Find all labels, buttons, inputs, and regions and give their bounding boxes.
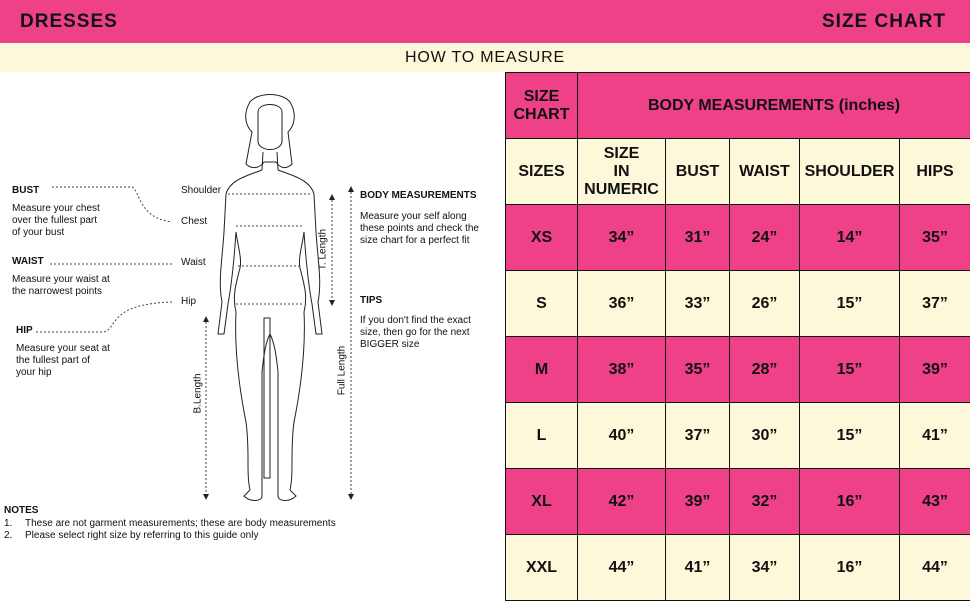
hips-cell: 35”	[900, 205, 970, 271]
shoulder-cell: 14”	[800, 205, 900, 271]
waist-cell: 32”	[730, 469, 800, 535]
bust-text-3: of your bust	[12, 227, 64, 239]
hips-cell: 43”	[900, 469, 970, 535]
shoulder-point-label: Shoulder	[181, 185, 221, 197]
shoulder-cell: 15”	[800, 271, 900, 337]
header-bar	[0, 0, 970, 43]
numeric-header-line-1: SIZE	[604, 145, 640, 162]
size-cell: S	[506, 271, 578, 337]
numeric-cell: 34”	[578, 205, 666, 271]
left-arm-outline	[218, 170, 262, 334]
hips-header: HIPS	[900, 139, 970, 205]
waist-cell: 28”	[730, 337, 800, 403]
table-row	[506, 271, 970, 337]
hips-cell: 44”	[900, 535, 970, 601]
left-leg-outline	[236, 312, 270, 501]
bust-cell: 35”	[666, 337, 730, 403]
neck-outline	[262, 152, 278, 170]
waist-cell: 34”	[730, 535, 800, 601]
notes-title: NOTES	[4, 505, 38, 517]
note-2-number: 2.	[4, 530, 12, 542]
table-row	[506, 469, 970, 535]
corner-line-2: CHART	[514, 106, 570, 123]
shoulder-cell: 16”	[800, 469, 900, 535]
hip-point-label: Hip	[181, 296, 196, 308]
hip-text-2: the fullest part of	[16, 355, 90, 367]
size-cell: XS	[506, 205, 578, 271]
numeric-cell: 44”	[578, 535, 666, 601]
category-title: DRESSES	[20, 11, 118, 33]
body-measurements-title: BODY MEASUREMENTS	[360, 190, 477, 202]
bust-text-2: over the fullest part	[12, 215, 97, 227]
size-chart-title: SIZE CHART	[822, 11, 946, 33]
hip-text-1: Measure your seat at	[16, 343, 110, 355]
waist-point-label: Waist	[181, 257, 206, 269]
shoulder-cell: 15”	[800, 403, 900, 469]
size-chart-corner-cell	[506, 73, 578, 139]
body-text-2: these points and check the	[360, 223, 479, 235]
bust-title: BUST	[12, 185, 39, 197]
numeric-header-line-3: NUMERIC	[584, 181, 659, 198]
table-row	[506, 337, 970, 403]
waist-cell: 26”	[730, 271, 800, 337]
note-1-number: 1.	[4, 518, 12, 530]
b-length-label: B.Length	[193, 366, 204, 422]
size-cell: L	[506, 403, 578, 469]
t-length-label: T. Length	[318, 222, 329, 278]
table-row	[506, 205, 970, 271]
hips-cell: 37”	[900, 271, 970, 337]
shoulder-cell: 16”	[800, 535, 900, 601]
numeric-cell: 42”	[578, 469, 666, 535]
note-1-text: These are not garment measurements; these are body measurements	[25, 518, 336, 530]
numeric-size-header	[578, 139, 666, 205]
bust-cell: 31”	[666, 205, 730, 271]
waist-cell: 24”	[730, 205, 800, 271]
chest-point-label: Chest	[181, 216, 207, 228]
waist-text-1: Measure your waist at	[12, 274, 110, 286]
table-row	[506, 535, 970, 601]
waist-header: WAIST	[730, 139, 800, 205]
full-length-label: Full Length	[337, 336, 348, 406]
table-row	[506, 403, 970, 469]
size-cell: M	[506, 337, 578, 403]
body-text-3: size chart for a perfect fit	[360, 235, 470, 247]
size-cell: XL	[506, 469, 578, 535]
numeric-cell: 40”	[578, 403, 666, 469]
measurement-guide	[0, 72, 505, 600]
bust-cell: 39”	[666, 469, 730, 535]
tips-text-3: BIGGER size	[360, 339, 419, 351]
waist-cell: 30”	[730, 403, 800, 469]
right-arm-outline	[278, 170, 322, 334]
hip-text-3: your hip	[16, 367, 52, 379]
tips-text-2: size, then go for the next	[360, 327, 470, 339]
shoulder-header: SHOULDER	[800, 139, 900, 205]
head-outline	[258, 105, 282, 150]
body-text-1: Measure your self along	[360, 211, 467, 223]
note-2-text: Please select right size by referring to this guide only	[25, 530, 258, 542]
bust-cell: 33”	[666, 271, 730, 337]
tips-title: TIPS	[360, 295, 382, 307]
bust-cell: 37”	[666, 403, 730, 469]
numeric-cell: 38”	[578, 337, 666, 403]
bust-cell: 41”	[666, 535, 730, 601]
size-chart-table	[505, 72, 970, 601]
table-header-row	[506, 73, 970, 139]
shoulder-cell: 15”	[800, 337, 900, 403]
corner-line-1: SIZE	[524, 88, 560, 105]
table-column-header-row	[506, 139, 970, 205]
sizes-header: SIZES	[506, 139, 578, 205]
size-cell: XXL	[506, 535, 578, 601]
hair-outline	[246, 95, 295, 168]
numeric-header-line-2: IN	[614, 163, 630, 180]
waist-title: WAIST	[12, 256, 44, 268]
bust-text-1: Measure your chest	[12, 203, 100, 215]
hips-cell: 39”	[900, 337, 970, 403]
right-leg-outline	[270, 312, 304, 501]
bust-header: BUST	[666, 139, 730, 205]
tips-text-1: If you don't find the exact	[360, 315, 471, 327]
numeric-cell: 36”	[578, 271, 666, 337]
hips-cell: 41”	[900, 403, 970, 469]
how-to-measure-heading: HOW TO MEASURE	[0, 43, 970, 72]
body-measurements-heading: BODY MEASUREMENTS (inches)	[578, 73, 970, 139]
waist-text-2: the narrowest points	[12, 286, 102, 298]
hip-title: HIP	[16, 325, 33, 337]
